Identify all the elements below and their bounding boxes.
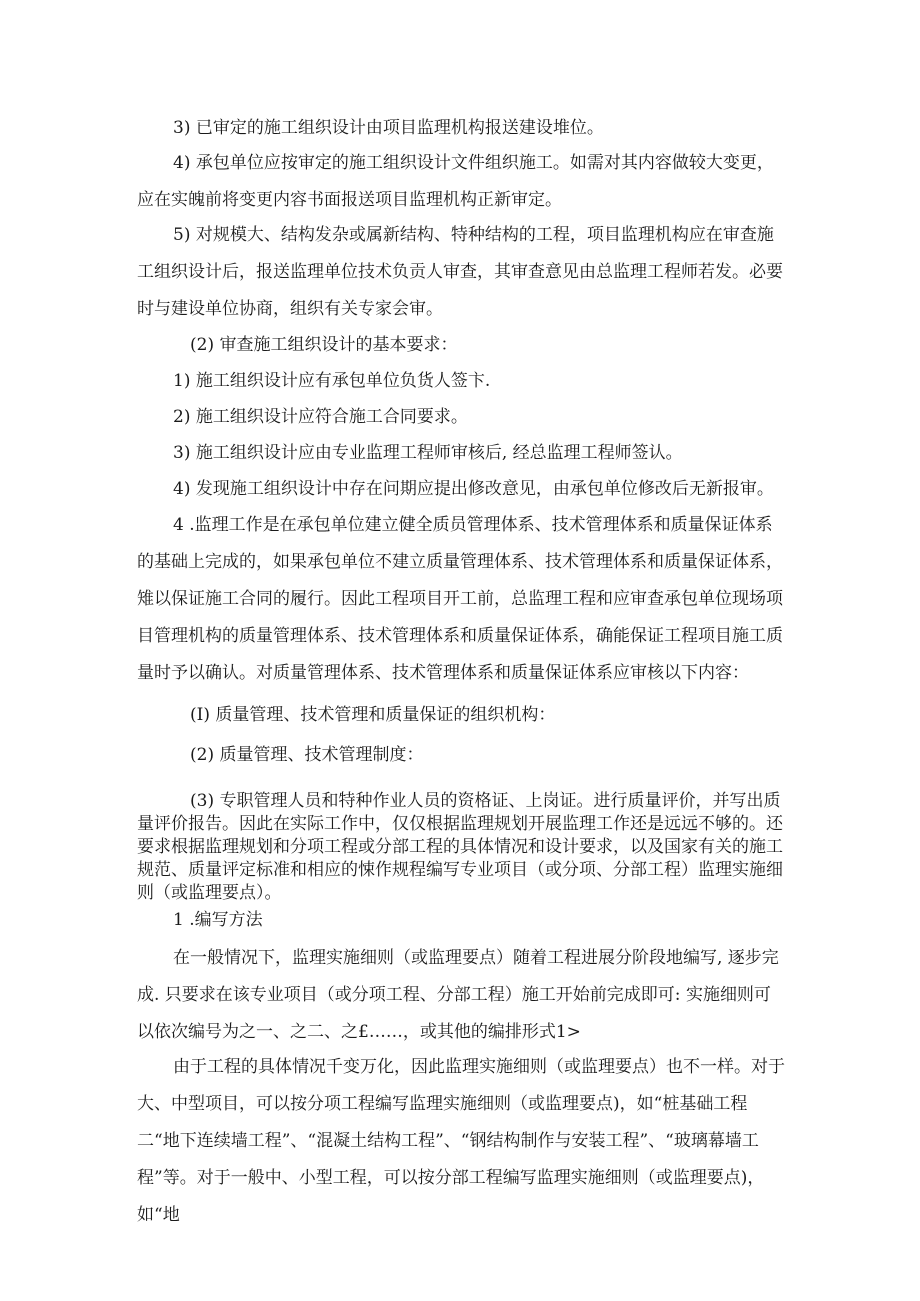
paragraph-14: 在一般情况下，监理实施细则（或监理要点）随着工程进展分阶段地编写, 逐步完成. 只要求在该专业项目（或分项工程、分部工程）施工开始前完成即可: 实施细则可以依次编号为之一、之二、之£……，或其他的编排形式1> xyxy=(137,948,779,1042)
paragraph-5: 1) 施工组织设计应有承包单位负货人签卞. xyxy=(173,371,491,391)
paragraph-15: 由于工程的具体情况千变万化，因此监理实施细则（或监理要点）也不一样。对于大、中型项目，可以按分项工程编写监理实施细则（或监理要点)，如“桩基础工程二“地下连续墙工程”、“混凝土结构工程”、“钢结构制作与安装工程”、“玻璃幕墙工程”等。对于一般中、小型工程，可以按分部工程编写监理实施细则（或监理要点)，如“地 xyxy=(137,1057,785,1225)
paragraph-1: 3) 已审定的施工组织设计由项目监理机构报送建设堆位。 xyxy=(173,118,604,138)
paragraph-3: 5) 对规模大、结构发杂或属新结构、特种结构的工程，项目监理机构应在审查施工组织设计后，报送监理单位技术负贡人审查，其审查意见由总监理工程师若发。必要时与建设单位协商，组织有关专家会审。 xyxy=(137,225,783,319)
paragraph-11: (2) 质量管理、技术管理制度： xyxy=(190,745,424,765)
paragraph-9: 4 .监理工作是在承包单位建立健全质员管理体系、技术管理体系和质量保证体系的基础上完成的，如果承包单位不建立质量管理体系、技术管理体系和质量保证体系，雉以保证施工合同的履行。因此工程项目开工前，总监理工程和应审查承包单位现场项目管理机构的质量管理体系、技术管理体系和质量保证体系，确能保证工程项目施工质量时予以确认。对质量管理体系、技术管理体系和质量保证体系应审核以下内容： xyxy=(137,515,783,683)
paragraph-10: (I) 质量管理、技术管理和质量保证的组织机构： xyxy=(190,705,556,725)
paragraph-2: 4) 承包单位应按审定的施工组织设计文件组织施工。如需对其内容做较大变更，应在实魄前将变更内容书面报送项目监理机构正新审定。 xyxy=(137,153,774,210)
paragraph-7: 3) 施工组织设计应由专业监理工程师审核后, 经总监理工程师签认。 xyxy=(173,443,683,463)
paragraph-12: (3) 专职管理人员和特种作业人员的资格证、上岗证。进行质量评价，并写出质量评价报告。因此在实际工作中，仅仅根据监理规划开展监理工作还是远远不够的。还要求根据监理规划和分项工程或分部工程的具体情况和设计要求，以及国家有关的施工规范、质量评定标准和相应的悚作规程编写专业项目（或分项、分部工程）监理实施细则（或监理要点）。 xyxy=(137,791,783,903)
section-heading-writing-method: 1 .编写方法 xyxy=(173,910,263,930)
paragraph-8: 4) 发现施工组织设计中存在问期应提出修改意见，由承包单位修改后无新报审。 xyxy=(173,479,774,499)
paragraph-6: 2) 施工组织设计应符合施工合同要求。 xyxy=(173,407,468,427)
paragraph-4-heading: (2) 审查施工组织设计的基本要求： xyxy=(190,335,458,355)
